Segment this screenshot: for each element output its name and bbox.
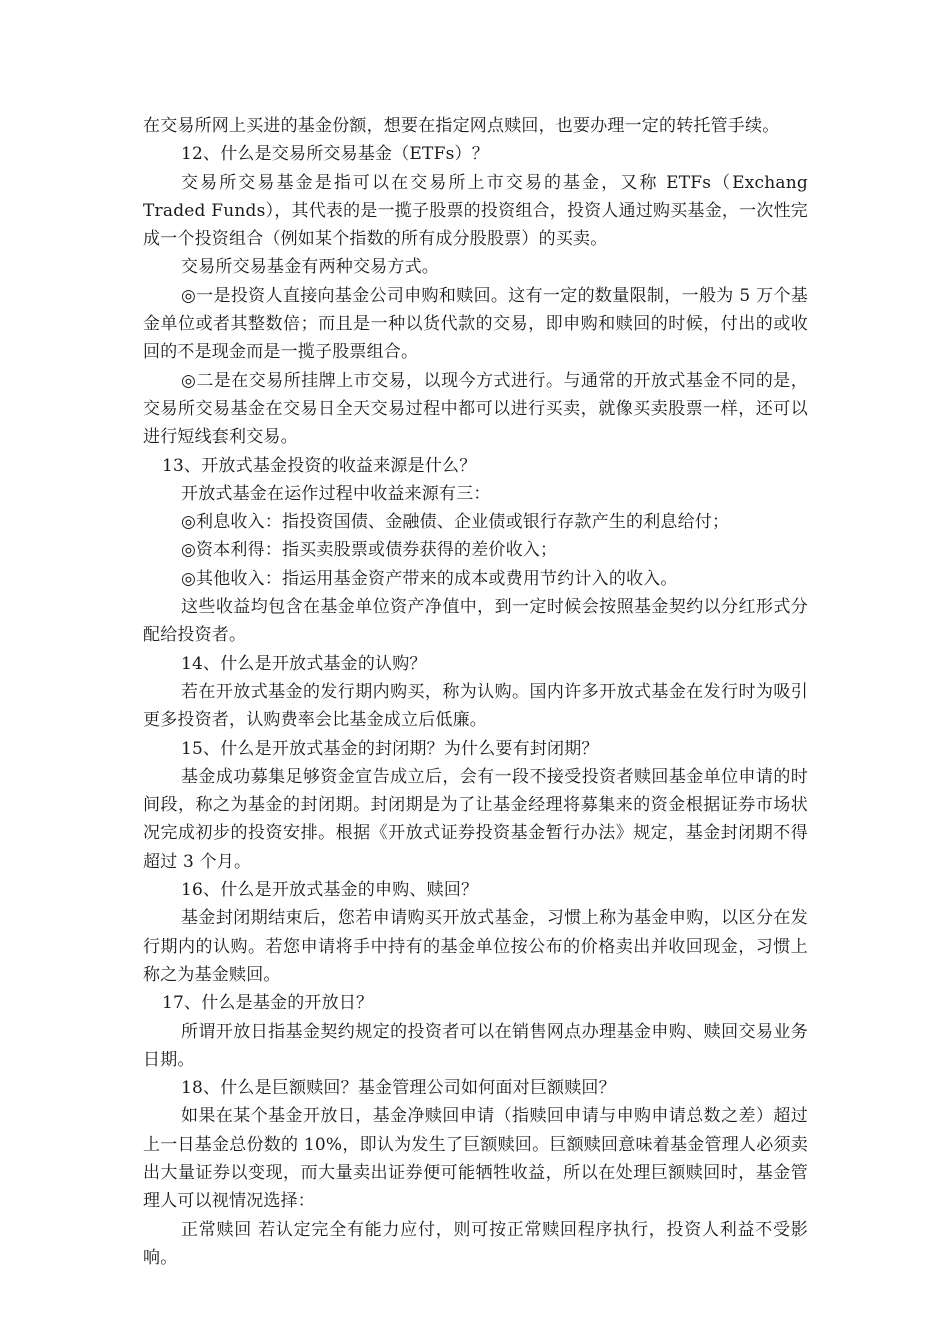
question-heading: 16、什么是开放式基金的申购、赎回？: [181, 880, 479, 901]
question-heading: 13、开放式基金投资的收益来源是什么？: [162, 455, 477, 476]
question-heading: 17、什么是基金的开放日？: [162, 993, 374, 1014]
body-paragraph: 在交易所网上买进的基金份额，想要在指定网点赎回，也要办理一定的转托管手续。: [143, 116, 780, 136]
question-heading: 12、什么是交易所交易基金（ETFs）？: [181, 144, 489, 165]
body-paragraph: 所谓开放日指基金契约规定的投资者可以在销售网点办理基金申购、赎回交易业务日期。: [143, 1021, 808, 1070]
body-paragraph: 如果在某个基金开放日，基金净赎回申请（指赎回申请与申购申请总数之差）超过上一日基金总份数的 10%，即认为发生了巨额赎回。巨额赎回意味着基金管理人必须卖出大量证券以变现，而大量卖出证券便可能牺牲收益，所以在处理巨额赎回时，基金管理人可以视情况选择：: [143, 1106, 808, 1212]
body-paragraph: 基金成功募集足够资金宣告成立后，会有一段不接受投资者赎回基金单位申请的时间段，称之为基金的封闭期。封闭期是为了让基金经理将募集来的资金根据证券市场状况完成初步的投资安排。根据《开放式证券投资基金暂行办法》规定，基金封闭期不得超过 3 个月。: [143, 766, 808, 872]
body-paragraph: 开放式基金在运作过程中收益来源有三：: [181, 483, 491, 504]
list-item: ◎一是投资人直接向基金公司申购和赎回。这有一定的数量限制，一般为 5 万个基金单位或者其整数倍；而且是一种以货代款的交易，即申购和赎回的时候，付出的或收回的不是现金而是一揽子股票组合。: [143, 285, 808, 363]
body-paragraph: 基金封闭期结束后，您若申请购买开放式基金，习惯上称为基金申购，以区分在发行期内的认购。若您申请将手中持有的基金单位按公布的价格卖出并收回现金，习惯上称之为基金赎回。: [143, 908, 808, 985]
body-paragraph: 若在开放式基金的发行期内购买，称为认购。国内许多开放式基金在发行时为吸引更多投资者，认购费率会比基金成立后低廉。: [143, 681, 808, 731]
document-page: [143, 112, 808, 1272]
body-paragraph: 交易所交易基金有两种交易方式。: [181, 257, 439, 278]
body-paragraph: 这些收益均包含在基金单位资产净值中，到一定时候会按照基金契约以分红形式分配给投资者。: [143, 597, 808, 646]
body-paragraph: 正常赎回 若认定完全有能力应付，则可按正常赎回程序执行，投资人利益不受影响。: [143, 1219, 808, 1268]
list-item: ◎二是在交易所挂牌上市交易，以现今方式进行。与通常的开放式基金不同的是，交易所交易基金在交易日全天交易过程中都可以进行买卖，就像买卖股票一样，还可以进行短线套利交易。: [143, 370, 808, 448]
question-heading: 14、什么是开放式基金的认购？: [181, 653, 427, 674]
question-heading: 15、什么是开放式基金的封闭期？为什么要有封闭期？: [181, 738, 599, 759]
list-item: ◎利息收入：指投资国债、金融债、企业债或银行存款产生的利息给付；: [181, 512, 730, 533]
list-item: ◎资本利得：指买卖股票或债券获得的差价收入；: [181, 540, 558, 561]
body-paragraph: 交易所交易基金是指可以在交易所上市交易的基金，又称 ETFs（Exchang Traded Funds），其代表的是一揽子股票的投资组合，投资人通过购买基金，一次性完成一个投资组合（例如某个指数的所有成分股股票）的买卖。: [143, 172, 808, 250]
list-item: ◎其他收入：指运用基金资产带来的成本或费用节约计入的收入。: [181, 568, 678, 589]
question-heading: 18、什么是巨额赎回？基金管理公司如何面对巨额赎回？: [181, 1078, 616, 1099]
